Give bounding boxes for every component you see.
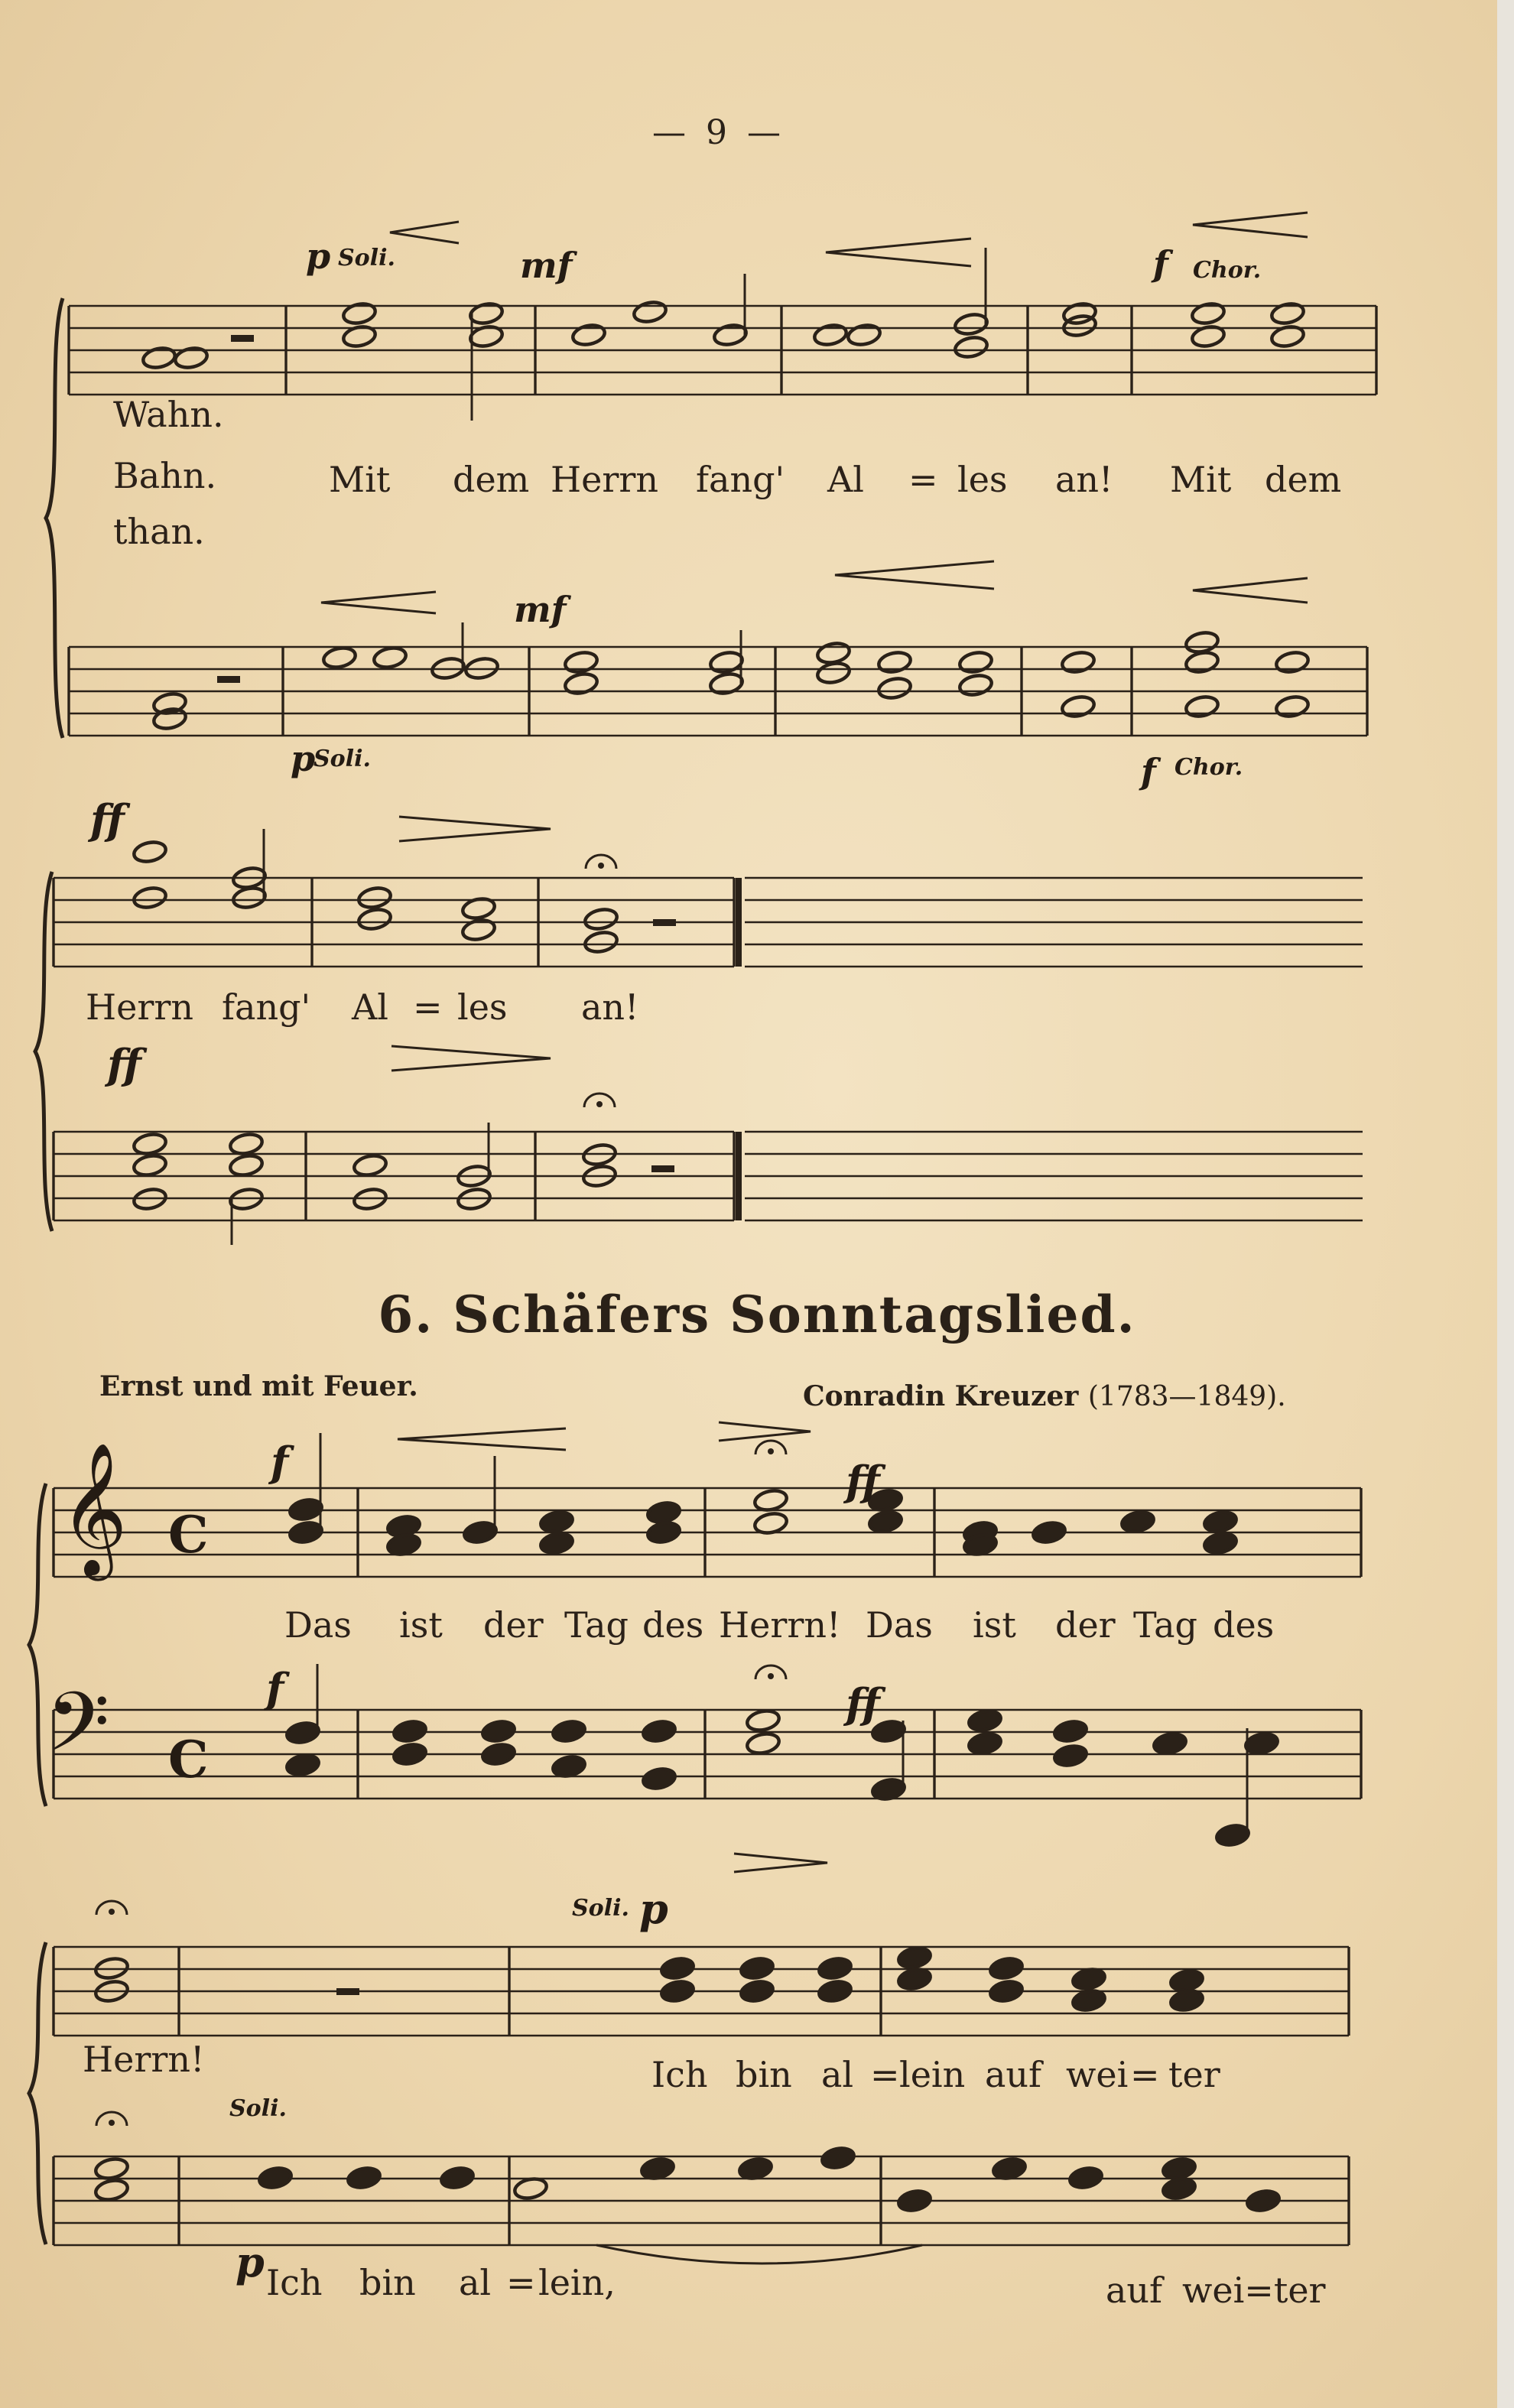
open-note-head [709, 650, 744, 674]
slur [596, 2245, 922, 2263]
note-head [897, 1945, 932, 1970]
time-signature: C [168, 1730, 209, 1789]
open-note-head [132, 1132, 167, 1156]
open-note-head [1270, 301, 1305, 326]
note-head [989, 1956, 1024, 1981]
fermata-dot [109, 2120, 115, 2126]
open-note-head [229, 1132, 264, 1156]
note-head [738, 2156, 773, 2181]
lyric-syllable: ist [973, 1604, 1016, 1646]
half-rest [231, 335, 254, 342]
open-note-head [357, 907, 392, 931]
lyric-syllable: Al [352, 986, 388, 1028]
final-bar [736, 878, 742, 967]
note-head [739, 1979, 775, 2003]
dynamic-ff: ff [846, 1457, 880, 1506]
lyric-syllable: ter [1168, 2054, 1220, 2095]
note-head [1053, 1743, 1088, 1768]
open-note-head [1184, 694, 1220, 719]
lyric-hyphen: = [1130, 2054, 1160, 2095]
fermata-dot [768, 1448, 774, 1454]
dynamic-ff: ff [107, 1040, 141, 1089]
note-head [817, 1979, 853, 2003]
dynamic-ff: ff [846, 1679, 880, 1728]
open-note-head [816, 661, 851, 685]
open-note-head [746, 1708, 781, 1733]
note-head [646, 1500, 681, 1525]
note-head [642, 1719, 677, 1743]
lyric-hyphen: = [506, 2262, 536, 2303]
decrescendo-hairpin [719, 1422, 811, 1441]
open-note-head [357, 886, 392, 910]
note-head [392, 1742, 427, 1766]
note-head [481, 1719, 516, 1743]
composer-name: Conradin Kreuzer [803, 1380, 1079, 1412]
dynamic-mf: mf [520, 245, 573, 286]
open-note-head [469, 301, 504, 326]
composer-credit [803, 1380, 1286, 1412]
note-head [288, 1497, 323, 1522]
lyric-syllable: Mit [1170, 459, 1232, 500]
treble-clef-icon: 𝄞 [60, 1442, 128, 1575]
open-note-head [813, 323, 848, 347]
open-note-head [232, 886, 267, 910]
dynamic-mf: mf [514, 589, 567, 630]
lyric-syllable: an! [1055, 459, 1113, 500]
lyric-syllable: les [457, 986, 508, 1028]
note-head [285, 1721, 320, 1745]
note-head [539, 1509, 574, 1534]
note-head [646, 1520, 681, 1545]
note-head [1053, 1719, 1088, 1743]
note-head [1068, 2166, 1103, 2190]
crescendo-hairpin [1193, 213, 1308, 237]
chor-label: Chor. [1193, 257, 1262, 284]
note-head [440, 2166, 475, 2190]
note-head [989, 1979, 1024, 2003]
open-note-head [174, 346, 209, 370]
verse-end-word: than. [113, 511, 205, 552]
verse-end-word: Wahn. [113, 394, 224, 435]
lyric-syllable: dem [453, 459, 530, 500]
song-number: 6. [378, 1285, 434, 1344]
open-note-head [709, 671, 744, 696]
open-note-head [746, 1731, 781, 1756]
dynamic-p: p [306, 236, 331, 277]
note-head [739, 1956, 775, 1981]
note-head [346, 2166, 382, 2190]
fermata-dot [596, 1101, 603, 1107]
open-note-head [1184, 630, 1220, 655]
crescendo-hairpin [835, 561, 994, 589]
crescendo-hairpin [1193, 578, 1308, 603]
note-head [1246, 2189, 1281, 2213]
fermata-dot [598, 863, 604, 869]
lyric-syllable: der [483, 1604, 544, 1646]
open-note-head [1061, 650, 1096, 674]
open-note-head [353, 1153, 388, 1178]
lyric-syllable: Das [866, 1604, 933, 1646]
open-note-head [583, 907, 619, 931]
fermata-dot [768, 1673, 774, 1679]
time-signature: C [168, 1505, 209, 1565]
lyric-syllable: Das [284, 1604, 352, 1646]
lyric-syllable: wei [1066, 2054, 1129, 2095]
system-brace [46, 298, 63, 738]
note-head [820, 2146, 856, 2170]
note-head [481, 1742, 516, 1766]
lyric-hyphen: = [908, 459, 938, 500]
system-brace [29, 1483, 46, 1806]
lyric-syllable: bin [736, 2054, 792, 2095]
fermata-dot [109, 1909, 115, 1915]
open-note-head [816, 641, 851, 665]
half-rest [651, 1165, 674, 1172]
open-note-head [229, 1153, 264, 1178]
note-head [660, 1979, 695, 2003]
lyric-syllable: Herrn! [719, 1604, 841, 1646]
dynamic-f: f [1153, 243, 1168, 284]
open-note-head [564, 671, 599, 696]
system-brace [35, 872, 52, 1231]
open-note-head [132, 886, 167, 910]
lyric-syllable: Herrn [551, 459, 658, 500]
lyric-syllable: les [957, 459, 1008, 500]
note-head [1203, 1531, 1238, 1555]
crescendo-hairpin [321, 592, 436, 613]
page-number: — 9 — [652, 113, 785, 152]
open-note-head [877, 676, 912, 700]
note-head [660, 1956, 695, 1981]
lyric-syllable: Ich [266, 2262, 323, 2303]
lyric-syllable: fang' [222, 986, 311, 1028]
open-note-head [1062, 314, 1097, 338]
lyric-syllable: Ich [651, 2054, 708, 2095]
lyric-syllable: al [821, 2054, 854, 2095]
open-note-head [571, 323, 606, 347]
chor-label: Chor. [1174, 754, 1243, 781]
note-head [642, 1766, 677, 1791]
note-head [1032, 1520, 1067, 1545]
lyric-syllable: an! [581, 986, 639, 1028]
open-note-head [632, 300, 668, 324]
lyric-syllable: lein [899, 2054, 966, 2095]
crescendo-hairpin [390, 222, 459, 243]
open-note-head [322, 645, 357, 670]
note-head [551, 1719, 586, 1743]
lyric-syllable: fang' [696, 459, 785, 500]
decrescendo-hairpin [399, 817, 551, 841]
lyric-syllable: auf [985, 2054, 1042, 2095]
open-note-head [954, 335, 989, 359]
lyric-syllable: Al [827, 459, 864, 500]
soli-label: Soli. [314, 746, 371, 772]
lyric-hyphen: = [870, 2054, 900, 2095]
note-head [1161, 2156, 1197, 2181]
note-head [1244, 1731, 1279, 1756]
dynamic-f: f [1141, 751, 1156, 792]
soli-label: Soli. [572, 1895, 629, 1922]
decrescendo-hairpin [734, 1854, 827, 1872]
open-note-head [141, 346, 177, 370]
decrescendo-hairpin [391, 1046, 551, 1071]
dynamic-p: p [291, 738, 316, 779]
open-note-head [713, 323, 748, 347]
open-note-head [958, 673, 993, 697]
lyric-syllable: dem [1265, 459, 1342, 500]
open-note-head [1275, 694, 1310, 719]
open-note-head [753, 1488, 788, 1513]
composer-years: (1783—1849). [1087, 1381, 1286, 1412]
open-note-head [564, 650, 599, 674]
half-rest [336, 1988, 359, 1995]
lyric-syllable: wei=ter [1182, 2270, 1326, 2311]
open-note-head [461, 918, 496, 942]
open-note-head [1275, 650, 1310, 674]
song-title-text: Schäfers Sonntagslied. [453, 1285, 1136, 1344]
lyric-syllable: des [642, 1604, 704, 1646]
note-head [392, 1719, 427, 1743]
lyric-syllable: Tag [1133, 1604, 1197, 1646]
note-head [386, 1532, 421, 1557]
crescendo-hairpin [826, 239, 971, 266]
note-head [539, 1531, 574, 1555]
note-head [1203, 1509, 1238, 1534]
open-note-head [583, 930, 619, 954]
dynamic-p: p [236, 2237, 265, 2286]
open-note-head [1191, 301, 1226, 326]
lyric-syllable: Mit [329, 459, 391, 500]
lyric-syllable: der [1055, 1604, 1116, 1646]
open-note-head [372, 645, 408, 670]
open-note-head [94, 2156, 129, 2181]
note-head [463, 1520, 498, 1545]
note-head [897, 2189, 932, 2213]
dynamic-f: f [271, 1438, 289, 1487]
note-head [1215, 1823, 1250, 1847]
open-note-head [958, 650, 993, 674]
note-head [967, 1731, 1002, 1756]
open-note-head [94, 2178, 129, 2202]
final-bar [736, 1132, 742, 1220]
lyric-syllable: Herrn! [83, 2039, 205, 2080]
note-head [1169, 1968, 1204, 1993]
lyric-syllable: bin [359, 2262, 416, 2303]
soli-label: Soli. [229, 2095, 287, 2122]
note-head [640, 2156, 675, 2181]
bass-clef-icon: 𝄢 [46, 1674, 110, 1790]
song-title [0, 1285, 1514, 1344]
open-note-head [342, 301, 377, 326]
open-note-head [1184, 650, 1220, 674]
half-rest [653, 919, 676, 926]
note-head [288, 1520, 323, 1545]
lyric-syllable: des [1213, 1604, 1275, 1646]
dynamic-f: f [266, 1664, 284, 1713]
note-head [1071, 1967, 1106, 1991]
tempo-marking: Ernst und mit Feuer. [99, 1370, 418, 1402]
verse-end-word: Bahn. [113, 455, 217, 496]
lyric-syllable: Tag [564, 1604, 629, 1646]
dynamic-p: p [639, 1884, 668, 1933]
dynamic-ff: ff [90, 795, 125, 844]
note-head [1152, 1731, 1187, 1756]
note-head [992, 2156, 1027, 2181]
open-note-head [954, 312, 989, 336]
lyric-syllable: ist [399, 1604, 443, 1646]
open-note-head [1061, 694, 1096, 719]
open-note-head [513, 2176, 548, 2201]
open-note-head [877, 650, 912, 674]
half-rest [217, 676, 240, 683]
system-brace [29, 1942, 46, 2244]
note-head [967, 1708, 1002, 1733]
soli-label: Soli. [338, 245, 395, 271]
open-note-head [132, 840, 167, 864]
note-head [1120, 1509, 1155, 1534]
open-note-head [132, 1153, 167, 1178]
note-head [551, 1754, 586, 1779]
note-head [258, 2166, 293, 2190]
crescendo-hairpin [398, 1428, 566, 1450]
lyric-hyphen: = [413, 986, 443, 1028]
lyric-syllable: auf [1106, 2270, 1163, 2311]
open-note-head [846, 323, 882, 347]
lyric-syllable: lein, [538, 2262, 616, 2303]
note-head [1161, 2176, 1197, 2201]
note-head [897, 1967, 932, 1991]
lyric-syllable: Herrn [86, 986, 193, 1028]
note-head [868, 1509, 903, 1534]
lyric-syllable: al [459, 2262, 492, 2303]
note-head [817, 1956, 853, 1981]
note-head [285, 1753, 320, 1777]
